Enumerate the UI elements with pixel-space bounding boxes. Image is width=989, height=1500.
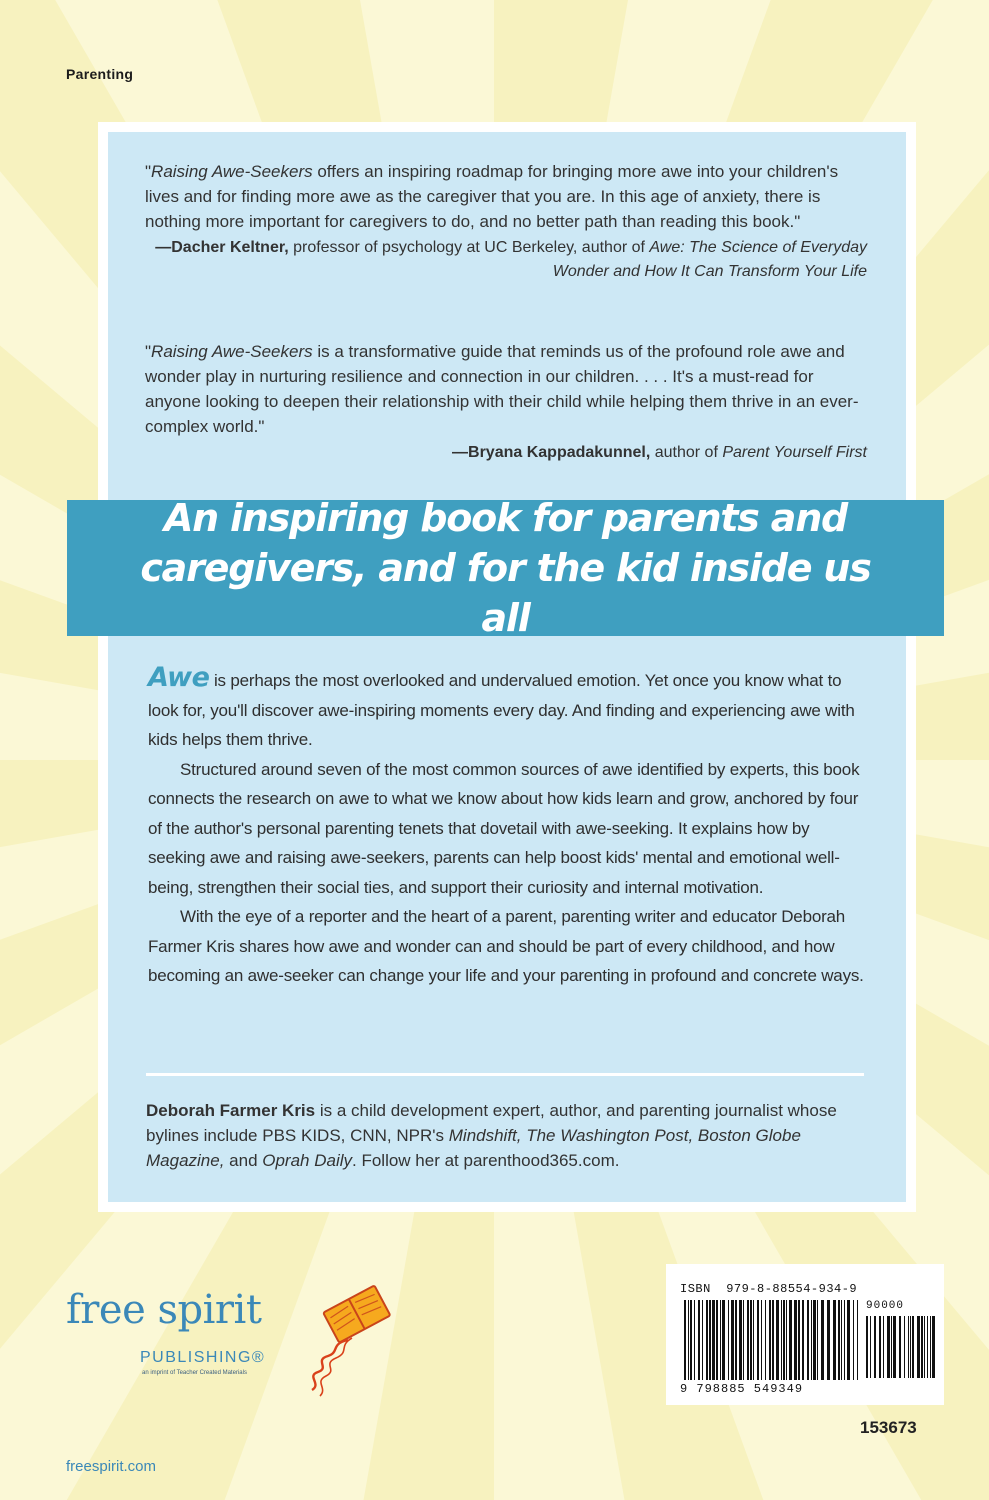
quote-text: is a transformative guide that reminds us of the profound role awe and wonder play in nurturing resilience and connection in our children. . . . It's a must-read for anyone looking to deepen their relationship with their child while helping them thrive in an ever-complex world." bbox=[145, 342, 859, 436]
barcode-bar bbox=[924, 1316, 925, 1378]
barcode-bar bbox=[739, 1300, 742, 1380]
quote-author-work: Parent Yourself First bbox=[722, 444, 867, 461]
barcode-bar bbox=[921, 1316, 923, 1378]
tagline-banner bbox=[67, 496, 944, 640]
barcode-bar bbox=[761, 1300, 762, 1380]
barcode-bar bbox=[802, 1300, 804, 1380]
barcode-bar bbox=[891, 1316, 892, 1378]
publisher-wordmark: free spirit bbox=[66, 1287, 262, 1333]
barcode-bar bbox=[899, 1316, 901, 1378]
barcode-bar bbox=[772, 1300, 774, 1380]
barcode-bar bbox=[688, 1300, 689, 1380]
barcode-icon bbox=[680, 1300, 938, 1382]
quote-attribution: —Dacher Keltner, professor of psychology at UC Berkeley, author of Awe: The Science of Everyday Wonder and How It Can Transform Your Life bbox=[155, 239, 867, 280]
author-name: Deborah Farmer Kris bbox=[146, 1101, 316, 1120]
publisher-tagline: an imprint of Teacher Created Materials bbox=[142, 1370, 247, 1376]
book-spring-logo-icon bbox=[300, 1280, 400, 1400]
barcode-bar bbox=[684, 1300, 686, 1380]
barcode-bar bbox=[870, 1316, 871, 1378]
barcode-bar bbox=[722, 1300, 725, 1380]
category-label: Parenting bbox=[66, 66, 134, 82]
quote-author: —Dacher Keltner, bbox=[155, 239, 289, 256]
barcode-bar bbox=[702, 1300, 703, 1380]
barcode-bar bbox=[821, 1300, 824, 1380]
barcode-bar bbox=[753, 1300, 754, 1380]
description-lead-word: Awe bbox=[148, 662, 210, 693]
barcode-bar bbox=[927, 1316, 928, 1378]
endorsement-quote-1: "Raising Awe-Seekers offers an inspiring roadmap for bringing more awe into your children's lives and for finding more awe as the caregiver that you are. In this age of anxiety, there is nothing more important for caregivers to do, and no better path than reading this book." —Dacher Keltner, professor of psychology at UC Berkeley, author of Awe: The Science of Everyday Wonder and How It Can Transform Your Life bbox=[145, 159, 867, 284]
barcode-bar bbox=[811, 1300, 812, 1380]
barcode-bar bbox=[844, 1300, 845, 1380]
barcode-bar bbox=[917, 1316, 920, 1378]
quote-book-title: Raising Awe-Seekers bbox=[151, 162, 313, 181]
barcode-bar bbox=[866, 1316, 868, 1378]
section-divider bbox=[146, 1073, 864, 1076]
barcode-bar bbox=[750, 1300, 752, 1380]
publisher-website: freespirit.com bbox=[66, 1458, 157, 1475]
barcode-bar bbox=[786, 1300, 787, 1380]
quote-author-work: Awe: The Science of Everyday Wonder and How It Can Transform Your Life bbox=[552, 239, 867, 280]
barcode-bar bbox=[765, 1300, 766, 1380]
barcode-bar bbox=[798, 1300, 800, 1380]
quote-text: offers an inspiring roadmap for bringing more awe into your children's lives and for finding more awe as the caregiver that you are. In this age of anxiety, there is nothing more important for caregivers to do, and no better path than reading this book." bbox=[145, 162, 839, 231]
barcode-bar bbox=[893, 1316, 896, 1378]
quote-book-title: Raising Awe-Seekers bbox=[151, 342, 313, 361]
description-paragraph-3: With the eye of a reporter and the heart of a parent, parenting writer and educator Deborah Farmer Kris shares how awe and wonder can and should be part of every childhood, and how becoming an awe-seeker can change your life and your parenting in profound and concrete ways. bbox=[148, 907, 864, 985]
barcode-bar bbox=[807, 1300, 809, 1380]
barcode-digits: 9 798885 549349 bbox=[680, 1382, 804, 1396]
quote-author: —Bryana Kappadakunnel, bbox=[452, 444, 651, 461]
barcode-bar bbox=[879, 1316, 881, 1378]
barcode-bar bbox=[930, 1316, 931, 1378]
barcode-bar bbox=[833, 1300, 836, 1380]
barcode-bar bbox=[716, 1300, 718, 1380]
barcode-bar bbox=[857, 1300, 858, 1380]
barcode-bar bbox=[783, 1300, 785, 1380]
author-bio: Deborah Farmer Kris is a child development expert, author, and parenting journalist whose bylines include PBS KIDS, CNN, NPR's Mindshift, The Washington Post, Boston Globe Magazine, and Oprah Daily. Follow her at parenthood365.com. bbox=[146, 1101, 837, 1170]
barcode-bar bbox=[709, 1300, 711, 1380]
barcode-bar bbox=[728, 1300, 729, 1380]
barcode-bar bbox=[904, 1316, 905, 1378]
isbn-label: ISBN 979-8-88554-934-9 bbox=[680, 1282, 858, 1296]
barcode-bar bbox=[769, 1300, 771, 1380]
book-description: Awe is perhaps the most overlooked and undervalued emotion. Yet once you know what to look for, you'll discover awe-inspiring moments every day. And finding and experiencing awe with kids helps them thrive. Structured around seven of the most common sources of awe identified by experts, this book connects the research on awe to what we know about how kids learn and grow, anchored by four of the author's personal parenting tenets that dovetail with awe-seeking. It explains how by seeking awe and raising awe-seekers, parents can help boost kids' mental and emotional well-being, strengthen their social ties, and support their curiosity and internal motivation. With the eye of a reporter and the heart of a parent, parenting writer and educator Deborah Farmer Kris shares how awe and wonder can and should be part of every childhood, and how becoming an awe-seeker can change your life and your parenting in profound and concrete ways. bbox=[148, 663, 864, 991]
barcode-bar bbox=[757, 1300, 759, 1380]
barcode-bar bbox=[813, 1300, 816, 1380]
publisher-subtitle: PUBLISHING® bbox=[140, 1349, 266, 1366]
item-code: 153673 bbox=[860, 1418, 917, 1437]
barcode-bar bbox=[706, 1300, 708, 1380]
quote-attribution: —Bryana Kappadakunnel, author of Parent Yourself First bbox=[452, 444, 867, 461]
barcode-bar bbox=[910, 1316, 911, 1378]
barcode-bar bbox=[838, 1300, 840, 1380]
barcode-bar bbox=[887, 1316, 890, 1378]
barcode-bar bbox=[908, 1316, 909, 1378]
barcode-bar bbox=[743, 1300, 744, 1380]
barcode-bar bbox=[874, 1316, 876, 1378]
barcode-bar bbox=[789, 1300, 792, 1380]
barcode-bar bbox=[827, 1300, 830, 1380]
price-code: 90000 bbox=[866, 1300, 905, 1312]
barcode-bar bbox=[883, 1316, 884, 1378]
barcode-bar bbox=[720, 1300, 721, 1380]
barcode-bar bbox=[731, 1300, 734, 1380]
barcode-bar bbox=[853, 1300, 854, 1380]
barcode-bar bbox=[747, 1300, 749, 1380]
barcode-bar bbox=[694, 1300, 695, 1380]
barcode-bar bbox=[794, 1300, 797, 1380]
barcode-bar bbox=[817, 1300, 818, 1380]
endorsement-quote-2: "Raising Awe-Seekers is a transformative guide that reminds us of the profound role awe and wonder play in nurturing resilience and connection in our children. . . . It's a must-read for anyone looking to deepen their relationship with their child while helping them thrive in an ever-complex world." —Bryana Kappadakunnel, author of Parent Yourself First bbox=[145, 339, 867, 465]
barcode-bar bbox=[912, 1316, 914, 1378]
description-paragraph-2: Structured around seven of the most common sources of awe identified by experts, this book connects the research on awe to what we know about how kids learn and grow, anchored by four of the author's personal parenting tenets that dovetail with awe-seeking. It explains how by seeking awe and raising awe-seekers, parents can help boost kids' mental and emotional well-being, strengthen their social ties, and support their curiosity and internal motivation. bbox=[148, 759, 860, 897]
barcode-bar bbox=[932, 1316, 935, 1378]
barcode-bar bbox=[735, 1300, 737, 1380]
tagline-text: An inspiring book for parents and caregivers, and for the kid inside us all bbox=[140, 496, 871, 640]
barcode-bar bbox=[776, 1300, 779, 1380]
barcode-bar bbox=[841, 1300, 842, 1380]
barcode-bar bbox=[690, 1300, 692, 1380]
barcode-bar bbox=[847, 1300, 850, 1380]
barcode-bar bbox=[712, 1300, 715, 1380]
barcode-bar bbox=[781, 1300, 782, 1380]
barcode-bar bbox=[698, 1300, 700, 1380]
